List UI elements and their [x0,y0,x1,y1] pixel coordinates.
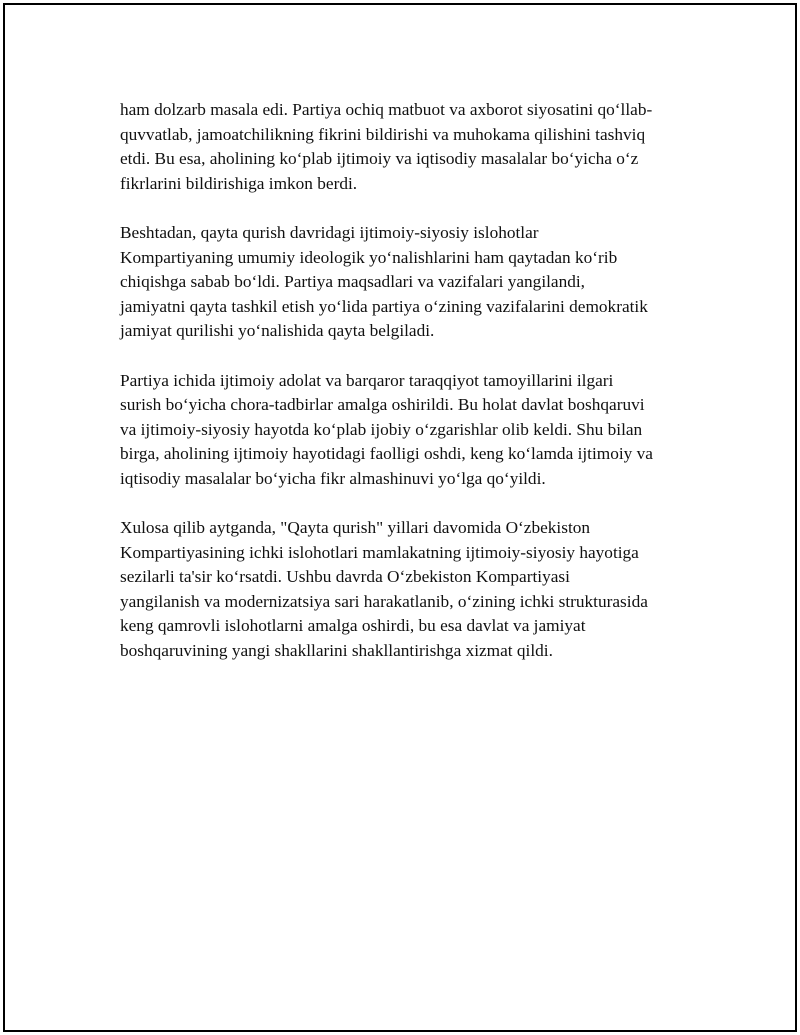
text-line: iqtisodiy masalalar bo‘yicha fikr almashinuvi yo‘lga qo‘yildi. [120,468,546,488]
text-line: va ijtimoiy-siyosiy hayotda ko‘plab ijobiy o‘zgarishlar olib keldi. Shu bilan [120,419,643,439]
paragraph-3 [120,369,705,492]
document-page [3,3,797,1032]
document-body [120,98,705,688]
text-line: Partiya ichida ijtimoiy adolat va barqaror taraqqiyot tamoyillarini ilgari [120,370,614,390]
text-line: ham dolzarb masala edi. Partiya ochiq matbuot va axborot siyosatini qo‘llab- [120,100,653,119]
text-line: etdi. Bu esa, aholining ko‘plab ijtimoiy va iqtisodiy masalalar bo‘yicha o‘z [120,149,639,169]
paragraph-4 [120,516,705,664]
text-line: keng qamrovli islohotlarni amalga oshirdi, bu esa davlat va jamiyat [120,616,586,636]
text-line: Beshtadan, qayta qurish davridagi ijtimoiy-siyosiy islohotlar [120,222,539,242]
text-line: yangilanish va modernizatsiya sari harakatlanib, o‘zining ichki strukturasida [120,591,648,611]
paragraph-1 [120,98,705,196]
text-line: sezilarli ta'sir ko‘rsatdi. Ushbu davrda O‘zbekiston Kompartiyasi [120,567,570,587]
text-line: chiqishga sabab bo‘ldi. Partiya maqsadlari va vazifalari yangilandi, [120,272,585,292]
text-line: surish bo‘yicha chora-tadbirlar amalga oshirildi. Bu holat davlat boshqaruvi [120,395,645,415]
text-line: Xulosa qilib aytganda, "Qayta qurish" yillari davomida O‘zbekiston [120,518,591,538]
text-line: boshqaruvining yangi shakllarini shakllantirishga xizmat qildi. [120,641,553,661]
text-line: Kompartiyaning umumiy ideologik yo‘nalishlarini ham qaytadan ko‘rib [120,247,618,267]
text-line: jamiyat qurilishi yo‘nalishida qayta belgiladi. [120,321,435,341]
paragraph-2 [120,221,705,344]
text-line: Kompartiyasining ichki islohotlari mamlakatning ijtimoiy-siyosiy hayotiga [120,542,639,562]
text-line: jamiyatni qayta tashkil etish yo‘lida partiya o‘zining vazifalarini demokratik [120,296,648,316]
text-line: fikrlarini bildirishiga imkon berdi. [120,173,358,193]
text-line: quvvatlab, jamoatchilikning fikrini bildirishi va muhokama qilishini tashviq [120,124,646,144]
text-line: birga, aholining ijtimoiy hayotidagi faolligi oshdi, keng ko‘lamda ijtimoiy va [120,444,653,464]
